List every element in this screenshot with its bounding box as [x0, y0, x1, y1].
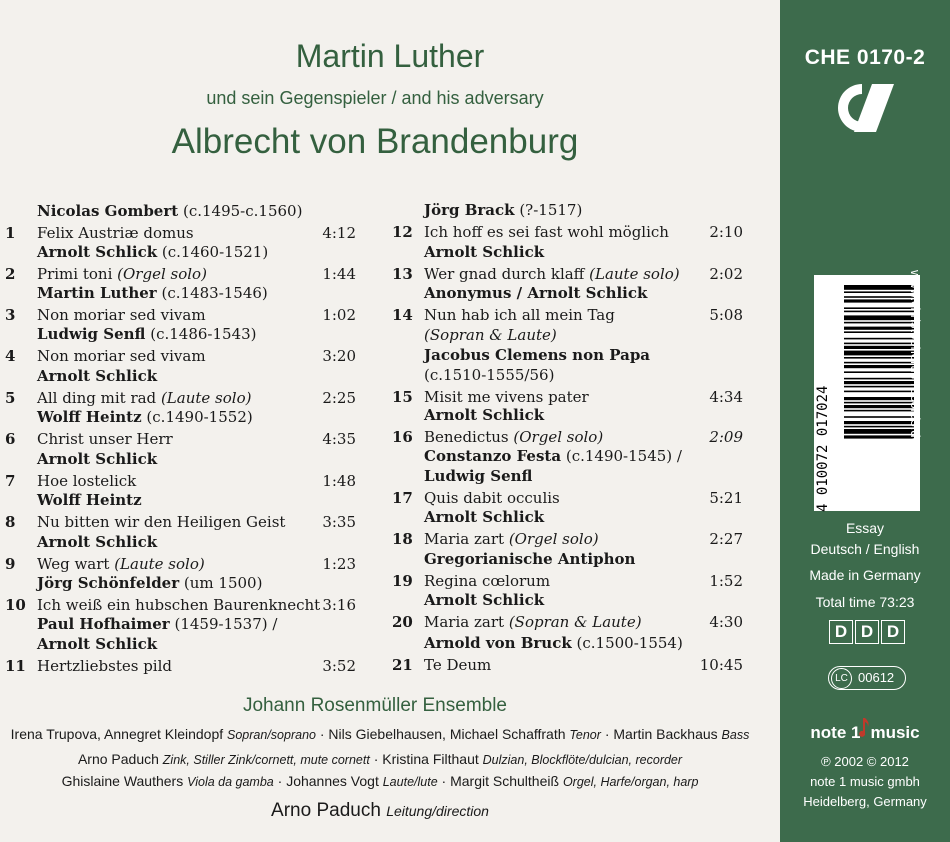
track-title	[37, 346, 206, 366]
track-duration: 1:52	[709, 572, 743, 590]
separator-dot: ·	[277, 773, 283, 789]
composer-name: Arnolt Schlick	[37, 635, 158, 653]
copyright-block	[780, 752, 950, 812]
barcode-bar	[844, 296, 914, 298]
performers-line-2	[0, 751, 760, 767]
languages: Deutsch / English	[810, 541, 920, 557]
barcode-bar	[844, 299, 914, 302]
track-number: 11	[5, 657, 26, 675]
barcode-bar	[844, 285, 914, 290]
barcode-bar	[844, 322, 914, 324]
barcode-bar	[844, 327, 914, 330]
piece-note: (Orgel solo)	[117, 265, 207, 283]
track-duration: 1:44	[322, 265, 356, 283]
track-number: 1	[5, 224, 16, 242]
track-composer	[424, 549, 635, 569]
piece-note: (Laute solo)	[589, 265, 680, 283]
track-title	[424, 655, 491, 675]
label-code-badge	[828, 666, 906, 690]
barcode-bar	[844, 357, 914, 359]
track-composer	[424, 507, 544, 527]
performer-role: Zink, Stiller Zink/cornett, mute cornett	[162, 753, 370, 767]
piece-name: Non moriar sed vivam	[37, 347, 206, 365]
composer-name: Martin Luther	[37, 284, 157, 302]
track-title	[37, 471, 136, 491]
track-composer	[37, 614, 277, 634]
composer-name: Arnolt Schlick	[424, 508, 545, 526]
track-composer	[424, 446, 682, 466]
track-title	[37, 388, 251, 408]
track-title	[37, 595, 320, 615]
track-composer	[37, 573, 262, 593]
track-duration: 4:34	[709, 388, 743, 406]
track-title	[424, 387, 589, 407]
piece-name: Quis dabit occulis	[424, 489, 560, 507]
track-number: 19	[392, 572, 413, 590]
performer-names: Margit Schultheiß	[450, 773, 560, 789]
ddd-letter-3: D	[881, 620, 905, 644]
barcode-bar	[844, 421, 914, 424]
piece-name: Maria zart	[424, 530, 505, 548]
composer-dates: (c.1490-1552)	[146, 408, 253, 426]
performer-names: Arno Paduch	[77, 751, 159, 767]
barcode-bar	[844, 343, 914, 345]
director-name: Arno Paduch	[271, 800, 381, 821]
ddd-badge	[829, 620, 905, 644]
composer-dates: (c.1486-1543)	[150, 325, 257, 343]
composer-name: Gregorianische Antiphon	[424, 550, 636, 568]
composer-dates: (?-1517)	[519, 201, 583, 219]
christophorus-logo-icon	[832, 78, 902, 141]
ensemble-name: Johann Rosenmüller Ensemble	[242, 695, 508, 716]
track-number: 7	[5, 472, 16, 490]
track-composer	[37, 201, 302, 221]
track-duration: 4:12	[322, 224, 356, 242]
track-number: 13	[392, 265, 413, 283]
performer-names: Kristina Filthaut	[382, 751, 479, 767]
piece-name: Non moriar sed vivam	[37, 306, 206, 324]
piece-name: Wer gnad durch klaff	[424, 265, 585, 283]
track-title	[37, 264, 207, 284]
performer-role: Laute/lute	[382, 775, 438, 789]
track-composer	[37, 532, 157, 552]
barcode-number	[815, 302, 843, 512]
track-title	[37, 656, 172, 676]
performer-role: Orgel, Harfe/organ, harp	[562, 775, 699, 789]
barcode-bar	[844, 331, 914, 333]
track-duration: 2:09	[709, 428, 743, 446]
performer-role: Dulzian, Blockflöte/dulcian, recorder	[482, 753, 683, 767]
made-in: Made in Germany	[809, 567, 921, 583]
composer-name: Arnolt Schlick	[37, 243, 158, 261]
track-duration: 3:52	[322, 657, 356, 675]
track-title	[37, 512, 285, 532]
barcode-bar	[844, 426, 914, 428]
music-note-icon	[860, 718, 870, 740]
total-time: Total time 73:23	[815, 594, 915, 610]
company-name: note 1 music gmbh	[810, 774, 920, 789]
separator-dot: ·	[319, 726, 325, 742]
piece-name: Ich weiß ein hubschen Baurenknecht	[37, 596, 321, 614]
company-city: Heidelberg, Germany	[803, 794, 927, 809]
composer-name: Arnolt Schlick	[37, 533, 158, 551]
composer-dates: (c.1483-1546)	[161, 284, 268, 302]
barcode-bar	[844, 338, 914, 340]
performers-line-3	[0, 773, 760, 789]
track-duration: 2:27	[709, 530, 743, 548]
barcode-bar	[844, 378, 914, 380]
piece-name: Te Deum	[424, 656, 492, 674]
piece-name: Regina cœlorum	[424, 572, 551, 590]
composer-name: Wolff Heintz	[37, 491, 142, 509]
performer-names: Ghislaine Wauthers	[61, 773, 184, 789]
piece-note: (Laute solo)	[114, 555, 205, 573]
track-duration: 4:30	[709, 613, 743, 631]
piece-name: Ich hoff es sei fast wohl möglich	[424, 223, 669, 241]
track-number: 17	[392, 489, 413, 507]
lc-number: 00612	[858, 670, 895, 685]
track-number: 6	[5, 430, 16, 448]
track-composer	[424, 242, 544, 262]
performer-role: Sopran/soprano	[227, 728, 316, 742]
barcode-bar	[844, 391, 914, 393]
track-composer	[37, 283, 268, 303]
barcode-bar	[844, 402, 914, 404]
track-composer-2	[424, 466, 532, 486]
track-duration: 1:23	[322, 555, 356, 573]
performers-line-1	[0, 726, 760, 742]
track-number: 14	[392, 306, 413, 324]
piece-name: Weg wart	[37, 555, 110, 573]
track-duration: 2:25	[322, 389, 356, 407]
essay-label: Essay	[845, 520, 885, 536]
composer-dates: (c.1510-1555/56)	[424, 366, 555, 384]
composer-name: Arnolt Schlick	[37, 367, 158, 385]
track-title	[424, 222, 669, 242]
piece-name: Maria zart	[424, 613, 505, 631]
composer-name: Jacobus Clemens non Papa	[424, 346, 651, 364]
track-title	[37, 223, 194, 243]
music-text: music	[870, 723, 920, 742]
track-composer	[424, 405, 544, 425]
track-number: 20	[392, 613, 413, 631]
track-title	[424, 264, 680, 284]
track-number: 21	[392, 656, 413, 674]
track-number: 18	[392, 530, 413, 548]
track-number: 5	[5, 389, 16, 407]
track-composer	[424, 345, 650, 365]
composer-name: Arnolt Schlick	[424, 406, 545, 424]
track-number: 2	[5, 265, 16, 283]
composer-name: Ludwig Senfl	[37, 325, 146, 343]
track-number: 4	[5, 347, 16, 365]
barcode-bar	[844, 397, 914, 400]
composer-name: Arnold von Bruck	[424, 634, 572, 652]
track-duration: 2:10	[709, 223, 743, 241]
track-title	[37, 429, 173, 449]
piece-name: Nu bitten wir den Heiligen Geist	[37, 513, 286, 531]
track-number: 9	[5, 555, 16, 573]
note1-music-logo	[780, 718, 950, 743]
performer-names: Johannes Vogt	[286, 773, 379, 789]
piece-name: Benedictus	[424, 428, 509, 446]
track-title	[424, 612, 642, 632]
performer-names: Nils Giebelhausen, Michael Schaffrath	[328, 726, 566, 742]
album-title: Martin Luther	[295, 38, 485, 74]
album-adversary: Albrecht von Brandenburg	[171, 122, 579, 161]
piece-name: Felix Austriæ domus	[37, 224, 194, 242]
barcode-bar	[844, 351, 914, 356]
barcode-bar	[844, 386, 914, 388]
composer-dates: (um 1500)	[183, 574, 263, 592]
track-title	[424, 305, 615, 325]
track-duration: 3:16	[322, 596, 356, 614]
track-title	[424, 427, 603, 447]
barcode-bar	[844, 346, 914, 349]
composer-dates: (c.1460-1521)	[161, 243, 269, 261]
spine-panel	[780, 0, 950, 842]
performer-role: Viola da gamba	[187, 775, 274, 789]
composer-name: Paul Hofhaimer	[37, 615, 170, 633]
piece-name: Misit me vivens pater	[424, 388, 589, 406]
track-composer	[424, 590, 544, 610]
piece-note: (Orgel solo)	[513, 428, 604, 446]
barcode-bar	[844, 291, 914, 293]
piece-note: (Laute solo)	[160, 389, 252, 407]
composer-name: Jörg Brack	[424, 201, 515, 219]
barcode-bar	[844, 315, 914, 320]
album-subtitle: und sein Gegenspieler / and his adversary	[206, 88, 544, 108]
barcode-bar	[844, 362, 914, 364]
track-number: 16	[392, 428, 413, 446]
composer-name: Arnolt Schlick	[37, 450, 158, 468]
track-duration: 1:02	[322, 306, 356, 324]
composer-dates: (1459-1537) /	[174, 615, 278, 633]
barcode-bar	[844, 311, 914, 313]
composer-name: Constanzo Festa	[424, 447, 562, 465]
catalog-number: CHE 0170-2	[804, 46, 926, 69]
composer-name: Anonymus / Arnolt Schlick	[424, 284, 648, 302]
track-title	[424, 571, 550, 591]
barcode-bar	[844, 371, 914, 373]
performer-names: Martin Backhaus	[613, 726, 718, 742]
track-composer	[424, 633, 683, 653]
track-duration: 2:02	[709, 265, 743, 283]
track-composer	[37, 449, 157, 469]
lc-icon: LC	[831, 668, 852, 689]
track-duration: 1:48	[322, 472, 356, 490]
barcode-bar	[844, 365, 914, 368]
composer-name: Nicolas Gombert	[37, 202, 179, 220]
performer-role: Bass	[721, 728, 750, 742]
barcode-digits: 4 010072 017024	[815, 385, 831, 512]
website-url[interactable]: www.christophorus-records.de	[908, 270, 923, 445]
track-composer-2	[37, 634, 157, 654]
composer-name: Jörg Schönfelder	[37, 574, 180, 592]
separator-dot: ·	[441, 773, 447, 789]
track-composer	[424, 200, 582, 220]
track-duration: 10:45	[699, 656, 743, 674]
track-composer	[37, 324, 257, 344]
track-number: 8	[5, 513, 16, 531]
composer-name: Wolff Heintz	[37, 408, 142, 426]
piece-name: All ding mit rad	[37, 389, 157, 407]
piece-name: Nun hab ich all mein Tag	[424, 306, 615, 324]
barcode-bar	[844, 307, 914, 309]
barcode-bar	[844, 405, 914, 408]
track-title	[37, 305, 206, 325]
track-number: 12	[392, 223, 413, 241]
composer-name: Arnolt Schlick	[424, 243, 545, 261]
performer-names: Irena Trupova, Annegret Kleindopf	[10, 726, 224, 742]
piece-name: Hoe lostelick	[37, 472, 137, 490]
track-duration: 4:35	[322, 430, 356, 448]
piece-note: (Sopran & Laute)	[424, 326, 557, 344]
performer-role: Tenor	[569, 728, 601, 742]
piece-name: Christ unser Herr	[37, 430, 173, 448]
piece-note: (Sopran & Laute)	[508, 613, 642, 631]
piece-name: Hertzliebstes pild	[37, 657, 172, 675]
track-composer	[37, 242, 268, 262]
barcode-bar	[844, 429, 914, 434]
track-duration: 5:21	[709, 489, 743, 507]
ddd-letter-2: D	[855, 620, 879, 644]
composer-dates: (c.1495-c.1560)	[182, 202, 303, 220]
track-duration: 3:35	[322, 513, 356, 531]
track-title	[424, 488, 560, 508]
note1-text: note 1	[810, 723, 861, 742]
piece-name: Primi toni	[37, 265, 113, 283]
track-composer	[37, 490, 142, 510]
barcode-bar	[844, 435, 914, 438]
track-title	[424, 529, 599, 549]
track-composer	[424, 283, 647, 303]
barcode-bar	[844, 410, 914, 412]
composer-name: Ludwig Senfl	[424, 467, 533, 485]
track-number: 10	[5, 596, 26, 614]
piece-note: (Orgel solo)	[508, 530, 599, 548]
track-number: 3	[5, 306, 16, 324]
barcode-bar	[844, 416, 914, 418]
composer-name: Arnolt Schlick	[424, 591, 545, 609]
track-composer	[37, 407, 253, 427]
separator-dot: ·	[373, 751, 379, 767]
director	[0, 800, 760, 822]
composer-dates: (c.1500-1554)	[576, 634, 683, 652]
barcode-bar	[844, 381, 914, 384]
separator-dot: ·	[604, 726, 610, 742]
track-title	[37, 554, 205, 574]
copyright-line: ℗ 2002 © 2012	[821, 754, 909, 769]
track-duration: 3:20	[322, 347, 356, 365]
composer-dates: (c.1490-1545) /	[565, 447, 682, 465]
ddd-letter-1: D	[829, 620, 853, 644]
track-number: 15	[392, 388, 413, 406]
track-composer	[37, 366, 157, 386]
director-role: Leitung/direction	[386, 803, 489, 819]
track-duration: 5:08	[709, 306, 743, 324]
